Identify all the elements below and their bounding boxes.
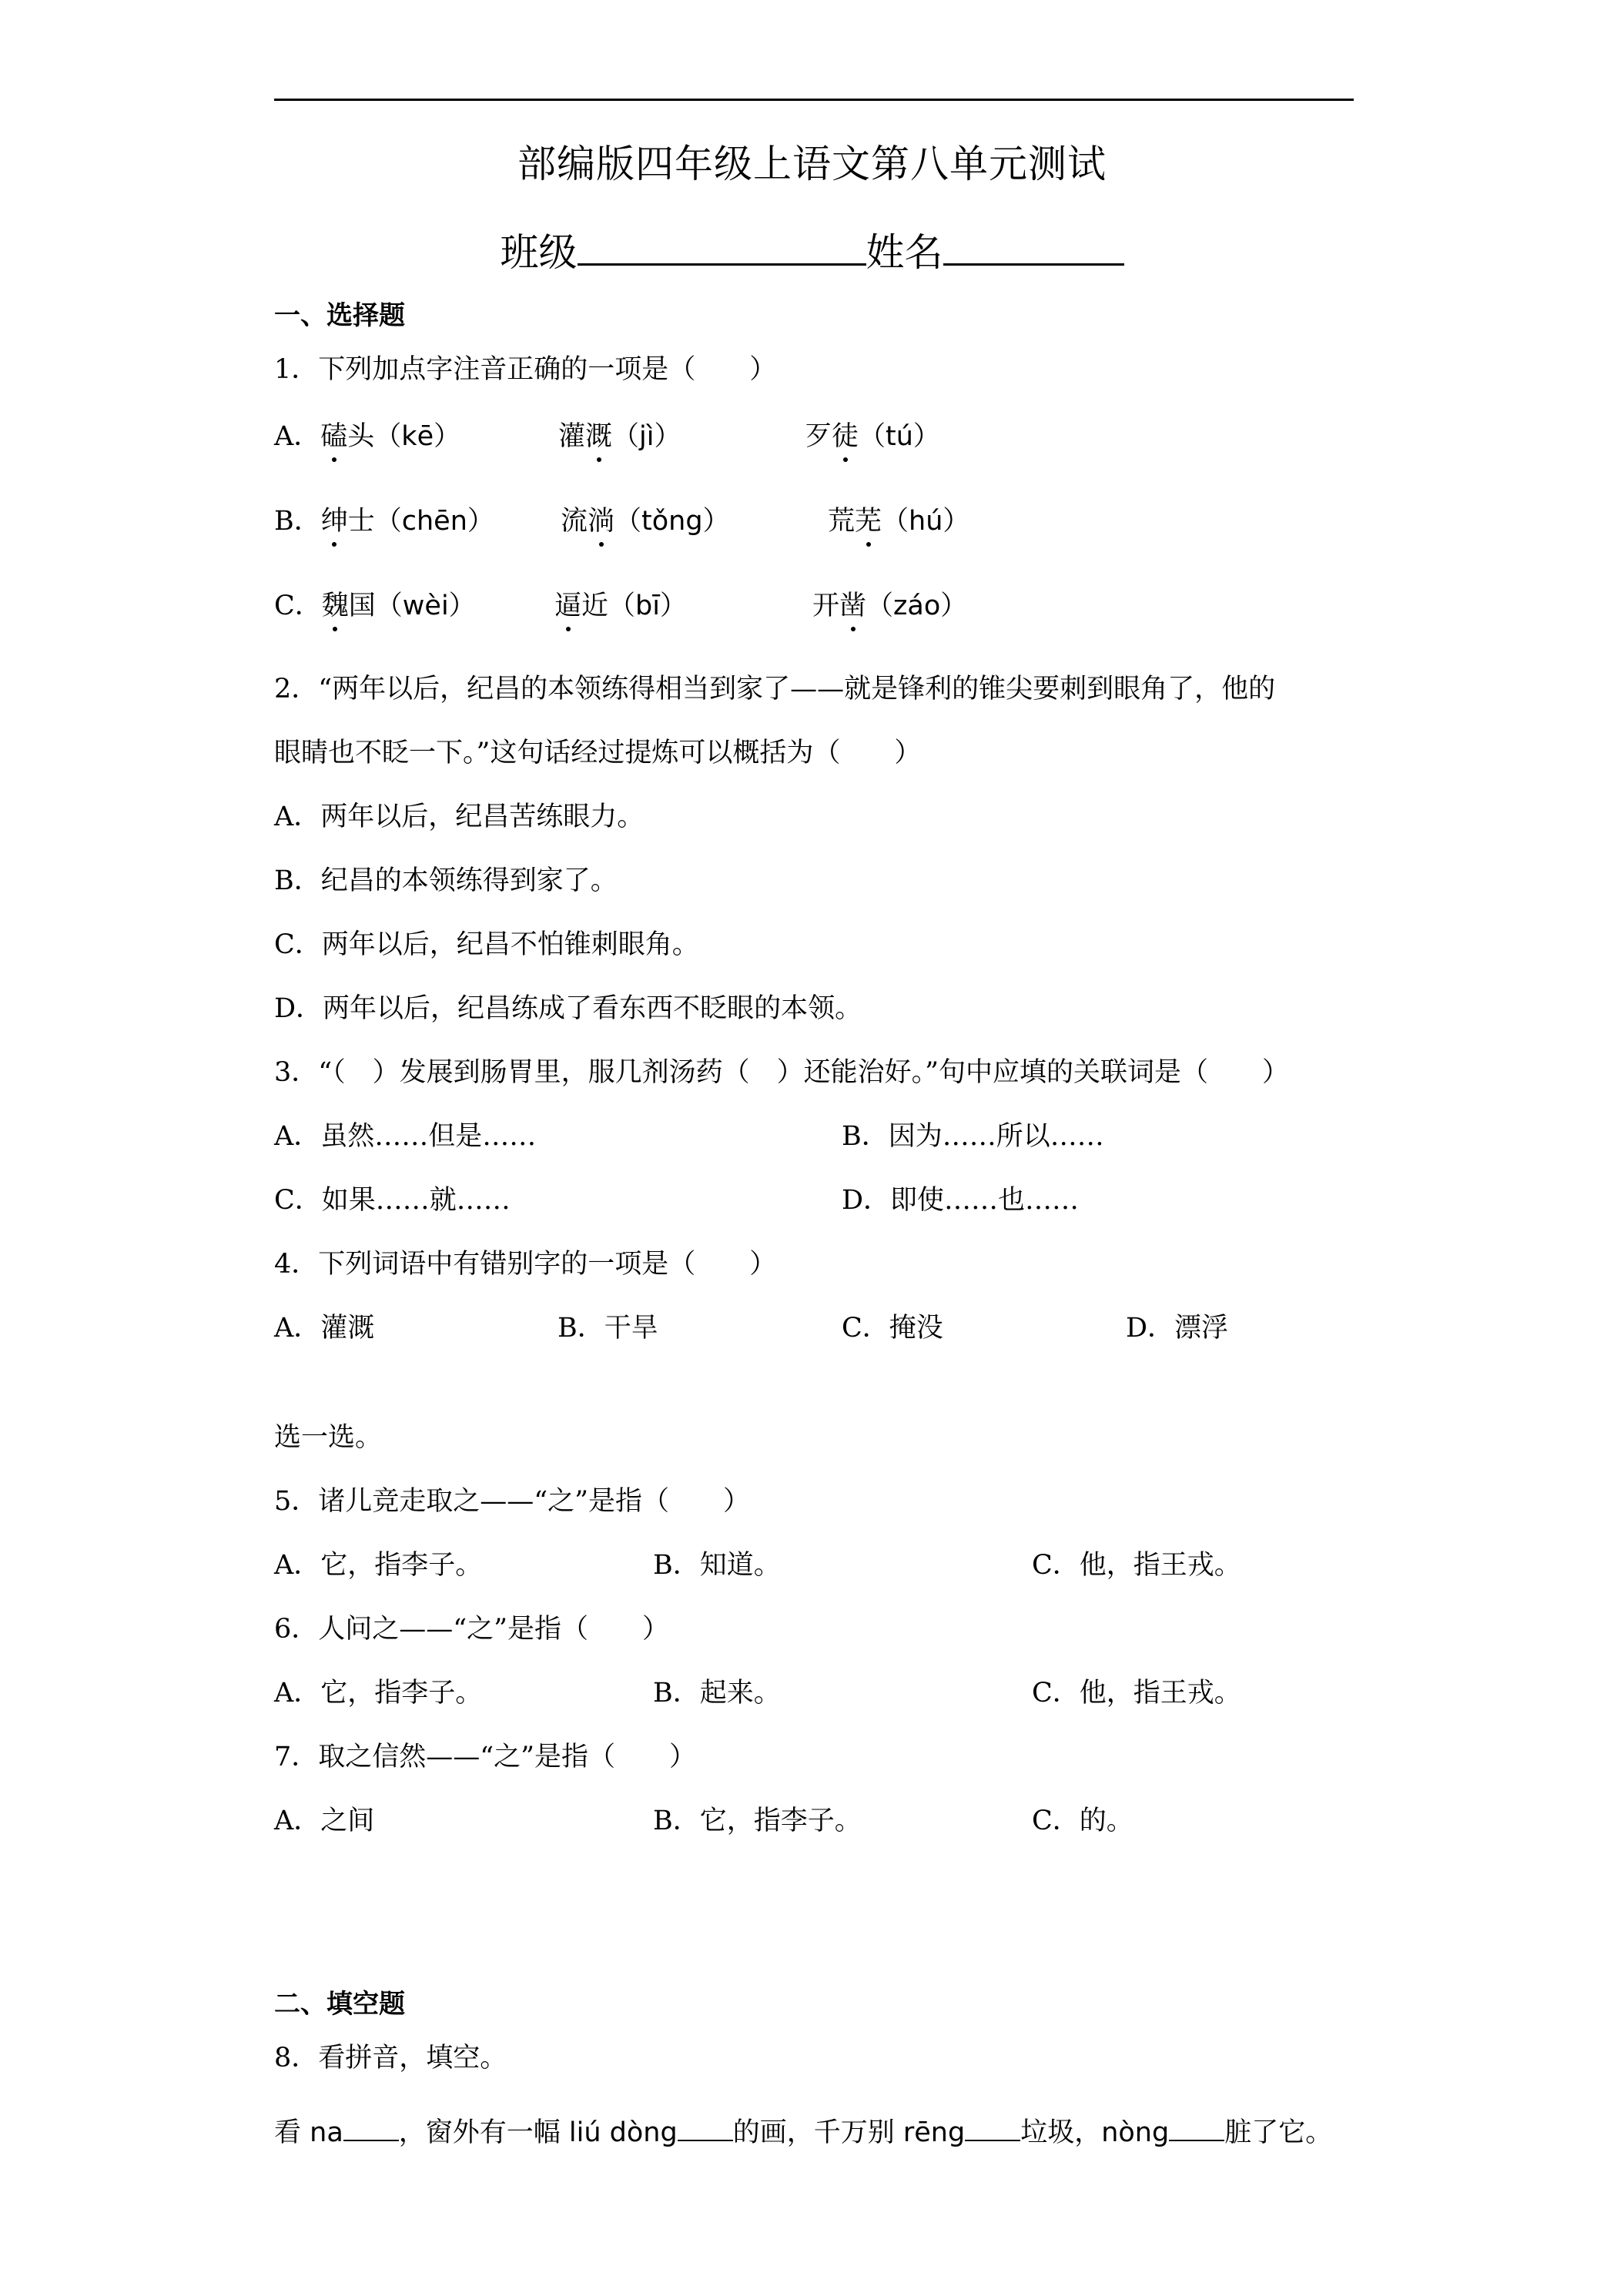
q1-option-b: B．绅士（chēn）: [274, 502, 494, 541]
top-rule: [274, 99, 1354, 101]
q1-option-b-word2: 流淌（tǒng）: [561, 502, 730, 541]
q6-option-c: C．他，指王戎。: [1032, 1678, 1241, 1709]
dotted-char: 逼: [554, 587, 581, 625]
name-blank[interactable]: [943, 225, 1124, 266]
q7-option-b: B．它，指李子。: [653, 1806, 862, 1836]
q3-option-a: A．虽然……但是……: [274, 1121, 537, 1152]
q4-option-d: D．漂浮: [1126, 1313, 1229, 1344]
q1-option-a: A．磕头（kē）: [274, 417, 460, 456]
question-5-stem: 5．诸儿竞走取之——“之”是指（ ）: [274, 1486, 751, 1517]
q1-option-b-word3: 荒芜（hú）: [828, 502, 969, 541]
q2-option-c: C．两年以后，纪昌不怕锥刺眼角。: [274, 929, 699, 960]
q5-option-b: B．知道。: [653, 1550, 781, 1581]
q7-option-a: A．之间: [274, 1806, 375, 1836]
pinyin: rēng: [902, 2117, 966, 2148]
q1-option-c-word3: 开凿（záo）: [812, 587, 967, 625]
question-4-stem: 4．下列词语中有错别字的一项是（ ）: [274, 1249, 777, 1280]
q3-option-d: D．即使……也……: [842, 1185, 1080, 1216]
page-title: 部编版四年级上语文第八单元测试: [517, 142, 1107, 186]
name-label: 姓名: [866, 230, 943, 275]
q1-option-a-word3: 歹徒（tú）: [805, 417, 940, 456]
q2-option-d: D．两年以后，纪昌练成了看东西不眨眼的本领。: [274, 993, 862, 1024]
q7-option-c: C．的。: [1032, 1806, 1133, 1836]
answer-blank[interactable]: [965, 2114, 1020, 2141]
class-label: 班级: [500, 230, 578, 275]
dotted-char: 淌: [588, 502, 614, 541]
class-blank[interactable]: [578, 225, 866, 266]
pinyin: nòng: [1101, 2117, 1170, 2148]
q5-option-c: C．他，指王戎。: [1032, 1550, 1241, 1581]
answer-blank[interactable]: [343, 2114, 399, 2141]
section-heading-fill: 二、填空题: [274, 1989, 405, 2020]
q1-option-a-word2: 灌溉（jì）: [558, 417, 681, 456]
xuanyixuan-heading: 选一选。: [274, 1422, 383, 1453]
q6-option-a: A．它，指李子。: [274, 1678, 483, 1709]
q6-option-b: B．起来。: [653, 1678, 781, 1709]
q2-option-b: B．纪昌的本领练得到家了。: [274, 865, 618, 896]
q8-fill-line: 看 na ，窗外有一幅 liú dòng 的画，千万别 rēng 垃圾，nòng 脏了它。: [274, 2114, 1332, 2152]
q4-option-a: A．灌溉: [274, 1313, 375, 1344]
dotted-char: 徒: [832, 417, 859, 456]
q4-option-c: C．掩没: [842, 1313, 943, 1344]
question-6-stem: 6．人问之——“之”是指（ ）: [274, 1614, 670, 1645]
dotted-char: 凿: [839, 587, 866, 625]
dotted-char: 绅: [321, 502, 348, 541]
question-2-stem-line1: 2．“两年以后，纪昌的本领练得相当到家了——就是锋利的锥尖要刺到眼角了，他的: [274, 674, 1276, 705]
dotted-char: 磕: [320, 417, 347, 456]
question-7-stem: 7．取之信然——“之”是指（ ）: [274, 1742, 697, 1772]
pinyin: na: [310, 2117, 343, 2148]
q2-option-a: A．两年以后，纪昌苦练眼力。: [274, 802, 645, 832]
pinyin: liú dòng: [568, 2117, 678, 2148]
dotted-char: 芜: [855, 502, 882, 541]
q3-option-b: B．因为……所以……: [842, 1121, 1104, 1152]
question-8-stem: 8．看拼音，填空。: [274, 2043, 507, 2073]
q3-option-c: C．如果……就……: [274, 1185, 511, 1216]
answer-blank[interactable]: [678, 2114, 733, 2141]
question-2-stem-line2: 眼睛也不眨一下。”这句话经过提炼可以概括为（ ）: [274, 738, 922, 768]
q1-option-c-word2: 逼近（bī）: [554, 587, 687, 625]
q1-option-c: C．魏国（wèi）: [274, 587, 476, 625]
q5-option-a: A．它，指李子。: [274, 1550, 483, 1581]
question-3-stem: 3．“（ ）发展到肠胃里，服几剂汤药（ ）还能治好。”句中应填的关联词是（ ）: [274, 1057, 1290, 1088]
q4-option-b: B．干旱: [558, 1313, 658, 1344]
question-1-stem: 1．下列加点字注音正确的一项是（ ）: [274, 354, 777, 385]
dotted-char: 魏: [322, 587, 349, 625]
dotted-char: 溉: [585, 417, 612, 456]
section-heading-choice: 一、选择题: [274, 300, 405, 331]
class-name-line: [0, 225, 1624, 279]
answer-blank[interactable]: [1169, 2114, 1224, 2141]
